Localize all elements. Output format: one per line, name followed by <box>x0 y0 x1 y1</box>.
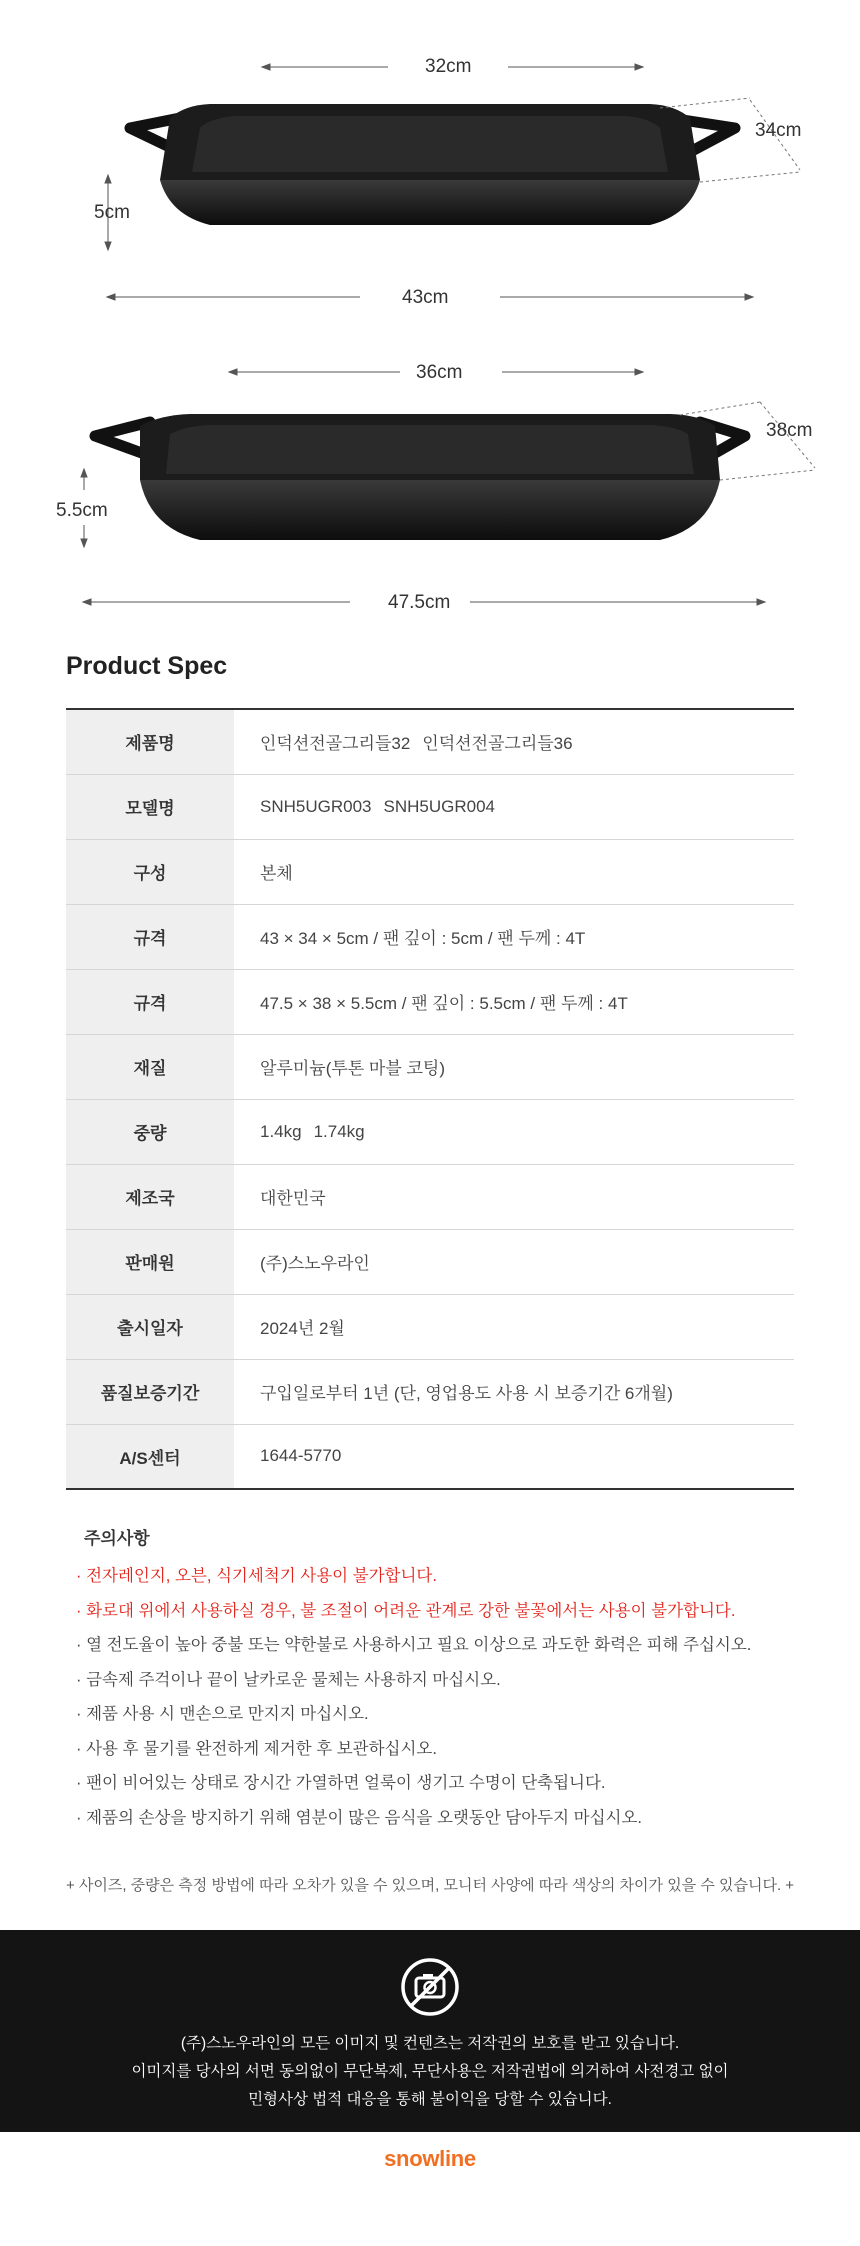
table-row <box>66 1034 794 1099</box>
spec-value: 구입일로부터 1년 (단, 영업용도 사용 시 보증기간 6개월) <box>234 1359 794 1424</box>
spec-key: 제조국 <box>66 1164 234 1229</box>
dim-width: 32cm <box>425 56 472 77</box>
dim-total-width: 47.5cm <box>388 592 451 613</box>
spec-key: 규격 <box>66 904 234 969</box>
table-row <box>66 1359 794 1424</box>
table-row <box>66 709 794 774</box>
list-item: · 팬이 비어있는 상태로 장시간 가열하면 얼룩이 생기고 수명이 단축됩니다. <box>76 1774 606 1792</box>
product-diagram-32 <box>0 0 860 330</box>
spec-key: 중량 <box>66 1099 234 1164</box>
caution-list <box>76 1564 751 1840</box>
spec-value: 47.5 × 38 × 5.5cm / 팬 깊이 : 5.5cm / 팬 두께 : 4T <box>234 969 794 1034</box>
copyright-block <box>0 1930 860 2132</box>
spec-key: 제품명 <box>66 709 234 774</box>
copyright-notice <box>0 2030 860 2114</box>
spec-key: 모델명 <box>66 774 234 839</box>
dim-width: 36cm <box>416 362 463 383</box>
spec-value: SNH5UGR003 SNH5UGR004 <box>234 774 794 839</box>
spec-key: A/S센터 <box>66 1424 234 1489</box>
copyright-line: 이미지를 당사의 서면 동의없이 무단복제, 무단사용은 저작권법에 의거하여 사전경고 없이 <box>131 2063 729 2080</box>
brand-logo: snowline <box>384 2146 476 2171</box>
dim-height: 5.5cm <box>56 500 108 521</box>
list-item: · 제품의 손상을 방지하기 위해 염분이 많은 음식을 오랫동안 담아두지 마십시오. <box>76 1808 642 1827</box>
table-row <box>66 1294 794 1359</box>
spec-key: 품질보증기간 <box>66 1359 234 1424</box>
spec-title: Product Spec <box>66 652 228 680</box>
spec-value: 1644-5770 <box>260 1446 342 1466</box>
list-item: · 열 전도율이 높아 중불 또는 약한불로 사용하시고 필요 이상으로 과도한 화력은 피해 주십시오. <box>76 1636 752 1654</box>
list-item: · 제품 사용 시 맨손으로 만지지 마십시오. <box>76 1705 369 1723</box>
list-item: · 금속제 주걱이나 끝이 날카로운 물체는 사용하지 마십시오. <box>76 1670 501 1689</box>
spec-value: 인덕션전골그리들32 인덕션전골그리들36 <box>234 709 794 774</box>
table-row <box>66 1164 794 1229</box>
list-item: · 화로대 위에서 사용하실 경우, 불 조절이 어려운 관계로 강한 불꽃에서는 사용이 불가합니다. <box>76 1601 736 1620</box>
spec-table <box>66 708 794 1490</box>
disclaimer: + 사이즈, 중량은 측정 방법에 따라 오차가 있을 수 있으며, 모니터 사양에 따라 색상의 차이가 있을 수 있습니다. + <box>65 1877 795 1894</box>
spec-key: 출시일자 <box>66 1294 234 1359</box>
copyright-line: (주)스노우라인의 모든 이미지 및 컨텐츠는 저작권의 보호를 받고 있습니다. <box>180 2035 680 2052</box>
table-row <box>66 969 794 1034</box>
table-row <box>66 1229 794 1294</box>
copyright-line: 민형사상 법적 대응을 통해 불이익을 당할 수 있습니다. <box>248 2091 612 2108</box>
dim-height: 5cm <box>94 202 130 223</box>
no-copy-icon <box>399 1956 461 2018</box>
dim-depth: 34cm <box>755 120 802 141</box>
notes-title: 주의사항 <box>84 1529 150 1548</box>
spec-value: 43 × 34 × 5cm / 팬 깊이 : 5cm / 팬 두께 : 4T <box>234 904 794 969</box>
list-item: · 사용 후 물기를 완전하게 제거한 후 보관하십시오. <box>76 1739 437 1758</box>
table-row <box>66 1099 794 1164</box>
spec-key: 재질 <box>66 1034 234 1099</box>
product-diagram-36 <box>0 330 860 630</box>
spec-key: 규격 <box>66 969 234 1034</box>
spec-value: 대한민국 <box>234 1164 794 1229</box>
dim-depth: 38cm <box>766 420 813 441</box>
spec-value: 알루미늄(투톤 마블 코팅) <box>234 1034 794 1099</box>
table-row <box>66 1424 794 1489</box>
table-row <box>66 774 794 839</box>
table-row <box>66 904 794 969</box>
spec-value: (주)스노우라인 <box>234 1229 794 1294</box>
spec-key: 구성 <box>66 839 234 904</box>
dim-total-width: 43cm <box>402 287 449 308</box>
spec-value: 본체 <box>234 839 794 904</box>
griddle-32-illustration <box>0 0 860 330</box>
spec-value: 2024년 2월 <box>234 1294 794 1359</box>
spec-value: 1.4kg 1.74kg <box>234 1099 794 1164</box>
list-item: · 전자레인지, 오븐, 식기세척기 사용이 불가합니다. <box>76 1567 437 1585</box>
spec-key: 판매원 <box>66 1229 234 1294</box>
table-row <box>66 839 794 904</box>
